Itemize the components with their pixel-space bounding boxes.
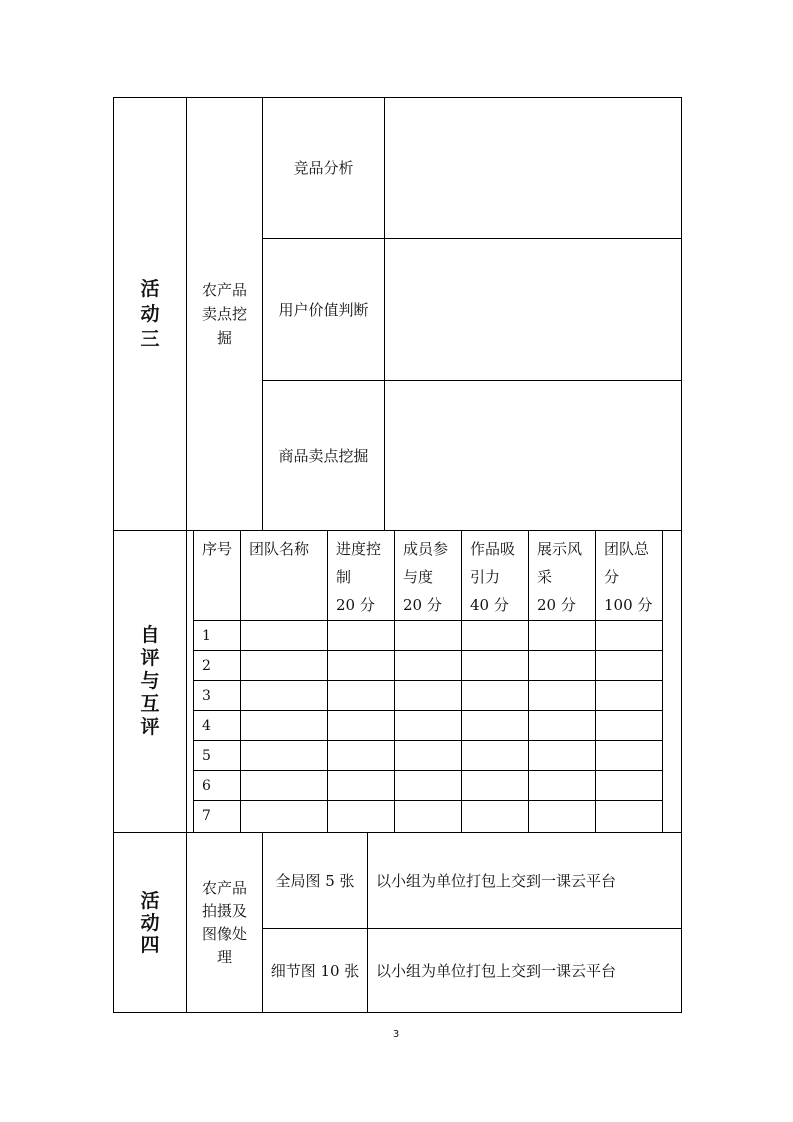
activity4-row-content: 以小组为单位打包上交到一课云平台 — [376, 871, 617, 890]
header-text: 展示风 — [537, 540, 583, 558]
activity4-category-line: 理 — [216, 947, 232, 966]
activity3-title-char: 活 — [140, 277, 160, 300]
activity3-row-content[interactable] — [385, 239, 681, 380]
activity3-category-line: 卖点挖 — [201, 305, 247, 323]
activity3-title — [114, 98, 186, 530]
activity3-category — [187, 98, 262, 530]
evaluation-title — [114, 531, 186, 832]
header-cell-presentation — [529, 531, 595, 620]
activity4-category — [187, 833, 262, 1012]
evaluation-title-char: 互 — [140, 693, 160, 715]
header-text: 作品吸 — [470, 540, 516, 558]
header-cell-attraction — [462, 531, 528, 620]
activity4-title-char: 动 — [140, 911, 160, 934]
activity3-row-label: 用户价值判断 — [278, 300, 369, 319]
table-row-number: 7 — [202, 808, 211, 824]
header-text: 制 — [336, 568, 352, 586]
header-text: 20 分 — [336, 596, 375, 614]
table-row-number: 4 — [202, 717, 211, 734]
activity3-title-char: 三 — [140, 327, 160, 350]
activity3-row-content[interactable] — [385, 98, 681, 238]
header-cell-team-name — [241, 531, 327, 620]
activity3-category-line: 农产品 — [201, 281, 247, 299]
table-row-number: 1 — [202, 627, 211, 644]
activity4-category-line: 拍摄及 — [201, 901, 247, 920]
activity4-row-label: 全局图 5 张 — [275, 871, 355, 890]
header-text: 分 — [604, 568, 620, 586]
header-cell-total — [596, 531, 662, 620]
header-text: 序号 — [202, 540, 233, 558]
header-text: 40 分 — [470, 596, 509, 614]
header-text: 20 分 — [537, 596, 576, 614]
header-text: 与度 — [403, 568, 434, 586]
activity3-category-line: 掘 — [216, 329, 232, 347]
activity4-title-char: 四 — [140, 933, 160, 956]
table-row-number: 2 — [202, 657, 211, 674]
header-text: 团队名称 — [249, 540, 310, 558]
header-text: 100 分 — [604, 596, 653, 614]
table-row-number: 5 — [202, 747, 211, 764]
header-text: 成员参 — [403, 540, 449, 558]
header-text: 引力 — [470, 568, 501, 586]
evaluation-title-char: 评 — [140, 647, 160, 669]
header-text: 团队总 — [604, 540, 650, 558]
activity3-row-label: 商品卖点挖掘 — [278, 446, 369, 465]
evaluation-title-char: 评 — [140, 716, 160, 738]
activity4-category-line: 图像处 — [201, 924, 247, 943]
activity4-row-content: 以小组为单位打包上交到一课云平台 — [376, 961, 617, 980]
activity4-category-line: 农产品 — [201, 878, 247, 897]
evaluation-title-char: 自 — [140, 624, 160, 646]
activity3-row-content[interactable] — [385, 381, 681, 530]
page-number: 3 — [392, 1028, 400, 1040]
activity4-title-char: 活 — [140, 889, 160, 912]
header-cell-progress — [328, 531, 394, 620]
header-text: 进度控 — [336, 540, 382, 558]
header-cell-participation — [395, 531, 461, 620]
activity4-title — [114, 833, 186, 1012]
header-cell-index — [194, 531, 240, 620]
activity3-row-label: 竞品分析 — [293, 159, 354, 177]
activity4-row-label: 细节图 10 张 — [270, 961, 360, 980]
header-text: 20 分 — [403, 596, 442, 614]
evaluation-title-char: 与 — [140, 670, 160, 692]
table-row-number: 3 — [202, 687, 211, 704]
header-text: 采 — [537, 568, 553, 586]
table-row-number: 6 — [202, 777, 211, 794]
activity3-title-char: 动 — [140, 302, 160, 325]
